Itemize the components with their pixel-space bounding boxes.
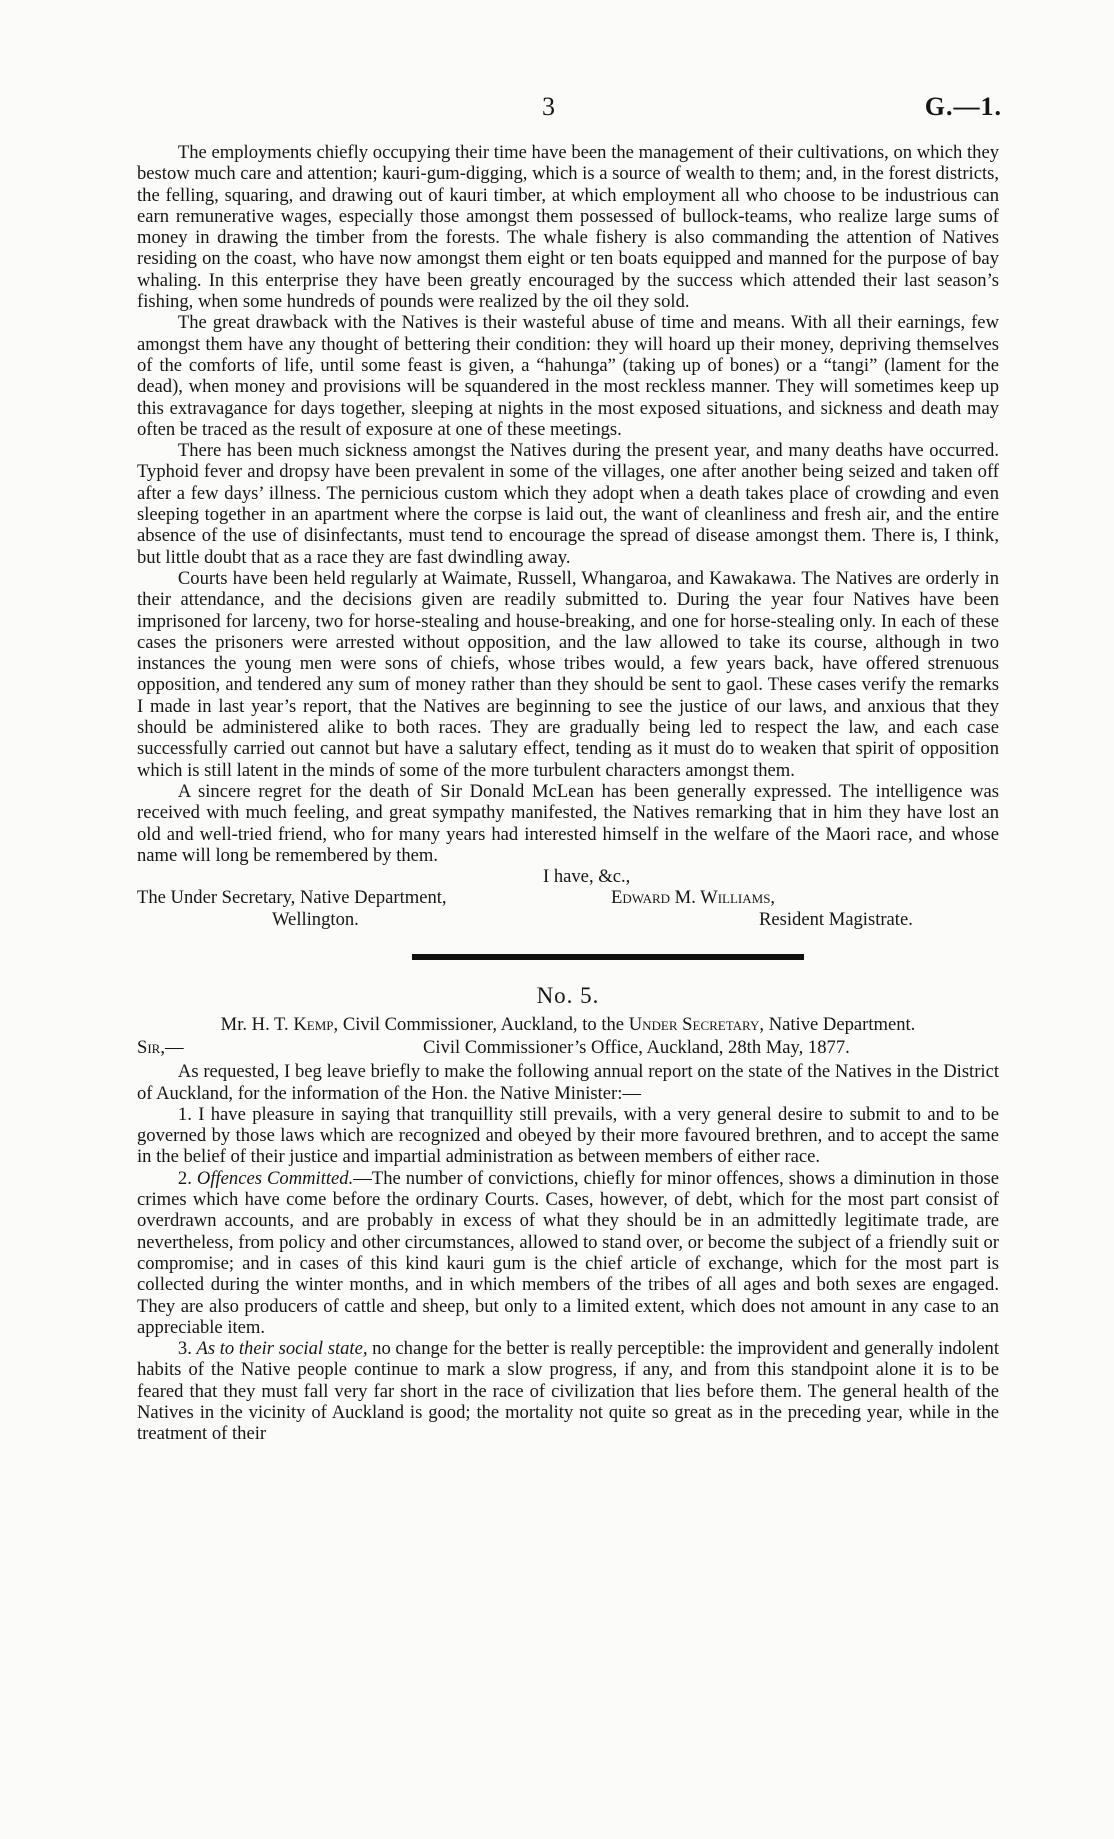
salutation-line — [137, 1037, 999, 1061]
paragraph-drawback: The great drawback with the Natives is their wasteful abuse of time and means. With all their earnings, few amongst them have any thought of bettering their condition: they will hoard up their money, depriving themselves of the comforts of life, until some feast is given, a “hahunga” (taking up of bones) or a “tangi” (lament for the dead), when money and provisions will be squandered in the most reckless manner. They will sometimes keep up this extravagance for days together, sleeping at nights in the most exposed situations, and sickness and death may often be traced as the result of exposure at one of these meetings. — [137, 312, 999, 440]
section-heading: Offences Committed. — [196, 1167, 354, 1189]
letter-number-heading: No. 5. — [536, 982, 600, 1008]
paragraph-tranquillity: 1. I have pleasure in saying that tranquillity still prevails, with a very general desire to submit to and to be governed by those laws which are recognized and obeyed by their more favoured brethren, and to accept the same in the belief of their justice and impartial administration as between members of either race. — [137, 1103, 999, 1168]
paragraph-sickness: There has been much sickness amongst the Natives during the present year, and many deaths have occurred. Typhoid fever and dropsy have been prevalent in some of the villages, one after another being seized and taken off after a few days’ illness. The pernicious custom which they adopt when a death takes place of crowding and even sleeping together in an apartment where the corpse is laid out, the want of cleanliness and fresh air, and the entire absence of the use of disinfectants, must tend to encourage the spread of disease amongst them. There is, I think, but little doubt that as a race they are fast dwindling away. — [137, 440, 999, 568]
paragraph-body: —The number of convictions, chiefly for minor offences, shows a diminution in those crimes which have come before the ordinary Courts. Cases, however, of debt, which for the most part consist of overdrawn accounts, and are probably in excess of what they should be in an admittedly legitimate trade, are nevertheless, from policy and other circumstances, allowed to stand over, or become the subject of a friendly suit or compromise; and in cases of this kind kauri gum is the chief article of exchange, which for the most part is collected during the winter months, and in which members of the tribes of all ages and both sexes are engaged. They are also producers of cattle and sheep, but only to a limited extent, which does not amount in any case to an appreciable item. — [137, 1167, 1000, 1338]
addressee-line: The Under Secretary, Native Department, — [137, 887, 447, 909]
subtitle-text: , Native Department. — [759, 1013, 916, 1035]
section-divider — [137, 930, 999, 982]
subtitle-text: Mr. H. T. — [220, 1013, 294, 1035]
sender-name: Kemp — [293, 1013, 334, 1035]
signer-title: Resident Magistrate. — [759, 908, 913, 930]
paragraph-number: 3. — [177, 1338, 197, 1360]
paragraph-intro: As requested, I beg leave briefly to make the following annual report on the state of the Natives in the District of Auckland, for the information of the Hon. the Native Minister:— — [137, 1061, 999, 1104]
subtitle-text: , Civil Commissioner, Auckland, to the — [333, 1013, 629, 1035]
section-heading: As to their social state, — [196, 1338, 368, 1360]
dateline: Civil Commissioner’s Office, Auckland, 28th May, 1877. — [423, 1037, 850, 1059]
body-text — [137, 142, 999, 1445]
paragraph-mclean: A sincere regret for the death of Sir Donald McLean has been generally expressed. The intelligence was received with much feeling, and great sympathy manifested, the Natives remarking that in him they have lost an old and well-tried friend, who for many years had interested himself in the welfare of the Maori race, and whose name will long be remembered by them. — [137, 780, 999, 866]
paragraph-courts: Courts have been held regularly at Waimate, Russell, Whangaroa, and Kawakawa. The Natives are orderly in their attendance, and the decisions given are readily submitted to. During the year four Natives have been imprisoned for larceny, two for horse-stealing and house-breaking, and one for horse-stealing only. In each of these cases the prisoners were arrested without opposition, and the law allowed to take its course, although in two instances the young men were sons of chiefs, whose tribes would, a few years back, have offered strenuous opposition, and tendered any sum of money rather than they should be sent to gaol. These cases verify the remarks I made in last year’s report, that the Natives are beginning to see the justice of our laws, and anxious that they should be administered alike to both races. They are gradually being led to respect the law, and each case successfully carried out cannot but have a salutary effect, tending as it must do to weaken that spirit of opposition which is still latent in the minds of some of the more turbulent characters amongst them. — [137, 567, 999, 781]
salutation: Sir,— — [137, 1037, 184, 1059]
signer-name: Edward M. Williams, — [611, 887, 776, 909]
document-reference: G.—1. — [924, 92, 1002, 121]
page-header — [0, 92, 1114, 124]
paragraph-body: no change for the better is really perceptible: the improvident and generally indolent habits of the Native people continue to mark a slow progress, if any, and from this standpoint alone it is to be feared that they must fall very far short in the race of civilization that lies before them. The general health of the Natives in the vicinity of Auckland is good; the mortality not quite so great as in the preceding year, while in the treatment of their — [137, 1338, 1000, 1445]
letter-subtitle — [167, 1014, 969, 1035]
signature-block — [137, 866, 999, 930]
paragraph-number: 2. — [177, 1167, 197, 1189]
paragraph-employments: The employments chiefly occupying their time have been the management of their cultivations, on which they bestow much care and attention; kauri-gum-digging, which is a source of wealth to them; and, in the forest districts, the felling, squaring, and drawing out of kauri timber, at which employment all who choose to be industrious can earn remunerative wages, especially those amongst them possessed of bullock-teams, who realize large sums of money in drawing the timber from the forests. The whale fishery is also commanding the attention of Natives residing on the coast, who have now amongst them eight or ten boats equipped and manned for the purpose of bay whaling. In this enterprise they have been greatly encouraged by the success which attended their last season’s fishing, when some hundreds of pounds were realized by the oil they sold. — [137, 142, 999, 313]
paragraph-offences — [137, 1168, 999, 1338]
divider-rule — [412, 954, 804, 960]
page-number: 3 — [542, 92, 555, 121]
paragraph-social-state — [137, 1338, 999, 1444]
closing-phrase: I have, &c., — [543, 866, 631, 888]
addressee-city: Wellington. — [272, 908, 359, 930]
recipient-name: Under Secretary — [628, 1013, 760, 1035]
